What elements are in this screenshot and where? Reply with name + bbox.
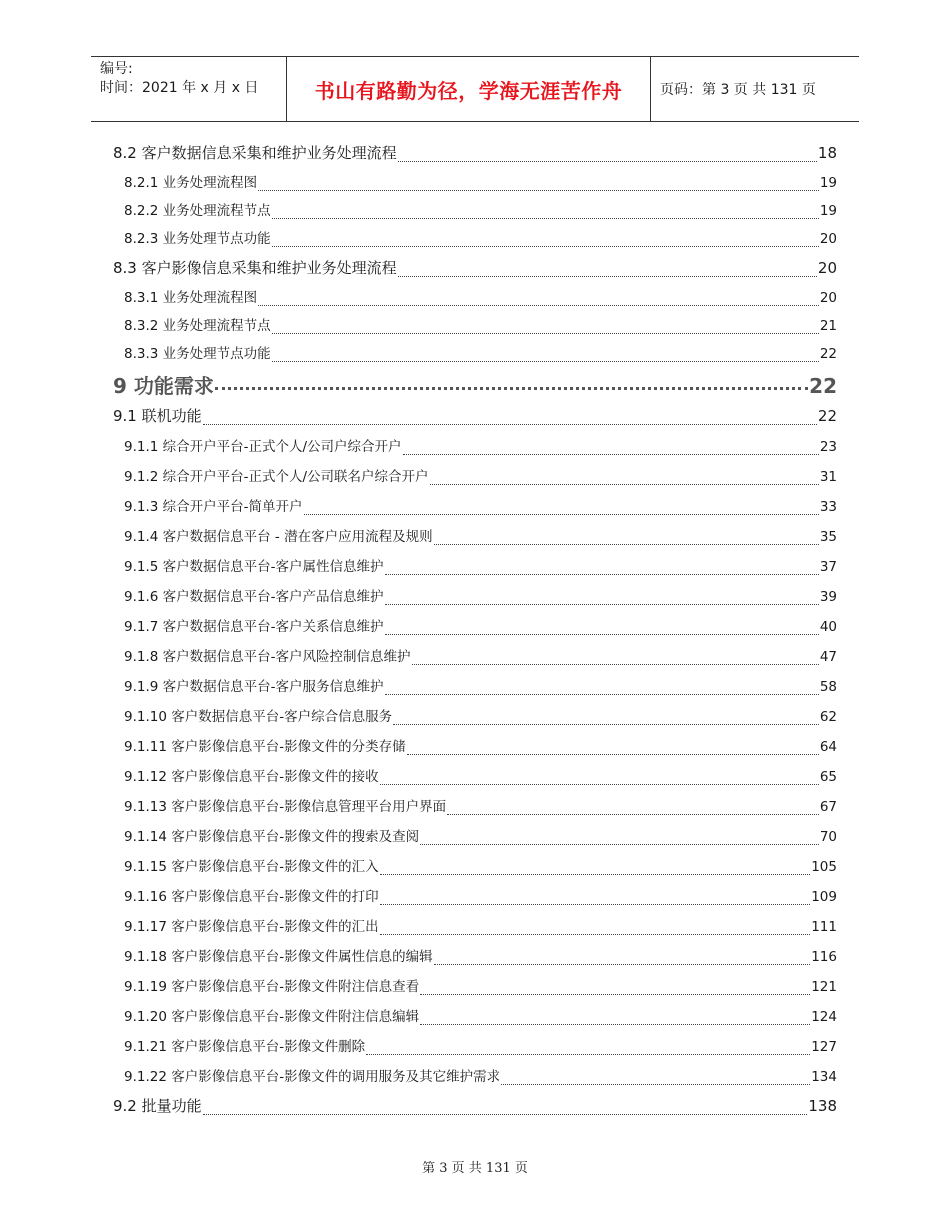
- toc-entry-page-number: 67: [819, 799, 837, 815]
- toc-dot-leader: [434, 544, 819, 545]
- toc-entry-title: 8.2.3 业务处理节点功能: [124, 231, 271, 247]
- toc-entry[interactable]: [124, 495, 837, 521]
- toc-entry[interactable]: [124, 585, 837, 611]
- toc-entry-title: 9.1.8 客户数据信息平台-客户风险控制信息维护: [124, 649, 411, 665]
- toc-dot-leader: [385, 694, 819, 695]
- toc-dot-leader: [420, 844, 819, 845]
- toc-entry[interactable]: [124, 1035, 837, 1061]
- toc-dot-leader: [203, 424, 817, 425]
- toc-entry-title: 9 功能需求: [113, 374, 214, 398]
- toc-entry-title: 8.2 客户数据信息采集和维护业务处理流程: [113, 144, 397, 162]
- toc-entry[interactable]: [124, 705, 837, 731]
- toc-dot-leader: [380, 904, 811, 905]
- toc-dot-leader: [434, 964, 811, 965]
- toc-dot-leader: [447, 814, 819, 815]
- toc-entry[interactable]: [113, 370, 837, 396]
- toc-entry-title: 9.1.10 客户数据信息平台-客户综合信息服务: [124, 709, 393, 725]
- toc-entry-page-number: 20: [817, 259, 837, 277]
- toc-entry-title: 9.1.5 客户数据信息平台-客户属性信息维护: [124, 559, 384, 575]
- toc-entry[interactable]: [124, 975, 837, 1001]
- toc-entry-page-number: 18: [817, 144, 837, 162]
- toc-entry-title: 8.3 客户影像信息采集和维护业务处理流程: [113, 259, 397, 277]
- toc-entry[interactable]: [124, 286, 837, 312]
- toc-entry-page-number: 19: [819, 175, 837, 191]
- toc-entry-title: 8.2.2 业务处理流程节点: [124, 203, 271, 219]
- toc-entry-page-number: 109: [811, 889, 837, 905]
- motto: 书山有路勤为径，学海无涯苦作舟: [314, 78, 623, 103]
- toc-entry-title: 9.1.18 客户影像信息平台-影像文件属性信息的编辑: [124, 949, 433, 965]
- toc-entry[interactable]: [113, 257, 837, 283]
- toc-entry-title: 9.1 联机功能: [113, 407, 202, 425]
- toc-dot-leader: [203, 1114, 808, 1115]
- toc-entry-title: 9.1.11 客户影像信息平台-影像文件的分类存储: [124, 739, 406, 755]
- toc-entry[interactable]: [124, 435, 837, 461]
- toc-entry-page-number: 20: [819, 231, 837, 247]
- toc-entry-page-number: 116: [811, 949, 837, 965]
- toc-entry-page-number: 23: [819, 439, 837, 455]
- toc-entry-page-number: 40: [819, 619, 837, 635]
- toc-entry[interactable]: [124, 1005, 837, 1031]
- toc-dot-leader: [420, 1024, 810, 1025]
- toc-dot-leader: [380, 784, 819, 785]
- page-footer: 第 3 页 共 131 页: [422, 1161, 528, 1176]
- toc-dot-leader: [215, 387, 808, 390]
- toc-entry-page-number: 111: [811, 919, 837, 935]
- toc-entry-page-number: 19: [819, 203, 837, 219]
- toc-entry-title: 8.2.1 业务处理流程图: [124, 175, 258, 191]
- toc-dot-leader: [272, 361, 819, 362]
- toc-entry-title: 9.1.4 客户数据信息平台 - 潜在客户应用流程及规则: [124, 529, 433, 545]
- toc-entry-page-number: 20: [819, 290, 837, 306]
- toc-dot-leader: [430, 484, 819, 485]
- toc-entry-page-number: 105: [811, 859, 837, 875]
- toc-entry-page-number: 22: [817, 407, 837, 425]
- toc-entry-title: 9.1.15 客户影像信息平台-影像文件的汇入: [124, 859, 379, 875]
- toc-entry-title: 9.1.12 客户影像信息平台-影像文件的接收: [124, 769, 379, 785]
- toc-entry-title: 8.3.3 业务处理节点功能: [124, 346, 271, 362]
- toc-entry-title: 9.1.20 客户影像信息平台-影像文件附注信息编辑: [124, 1009, 420, 1025]
- toc-entry-page-number: 37: [819, 559, 837, 575]
- toc-entry[interactable]: [124, 314, 837, 340]
- toc-dot-leader: [398, 276, 817, 277]
- toc-entry[interactable]: [124, 171, 837, 197]
- toc-entry[interactable]: [124, 199, 837, 225]
- toc-entry-title: 9.1.1 综合开户平台-正式个人/公司户综合开户: [124, 439, 402, 455]
- toc-dot-leader: [501, 1084, 810, 1085]
- toc-entry-page-number: 22: [819, 346, 837, 362]
- toc-entry-page-number: 70: [819, 829, 837, 845]
- toc-entry[interactable]: [124, 525, 837, 551]
- toc-entry-title: 9.1.13 客户影像信息平台-影像信息管理平台用户界面: [124, 799, 447, 815]
- toc-dot-leader: [385, 634, 819, 635]
- toc-entry[interactable]: [124, 885, 837, 911]
- toc-entry-title: 9.1.22 客户影像信息平台-影像文件的调用服务及其它维护需求: [124, 1069, 501, 1085]
- toc-entry[interactable]: [124, 765, 837, 791]
- toc-entry[interactable]: [124, 825, 837, 851]
- toc-entry-title: 9.1.17 客户影像信息平台-影像文件的汇出: [124, 919, 379, 935]
- toc-entry-page-number: 124: [811, 1009, 837, 1025]
- toc-entry[interactable]: [113, 142, 837, 168]
- toc-entry-page-number: 127: [811, 1039, 837, 1055]
- toc-entry-title: 9.2 批量功能: [113, 1097, 202, 1115]
- toc-dot-leader: [385, 574, 819, 575]
- toc-entry-page-number: 47: [819, 649, 837, 665]
- toc-dot-leader: [272, 246, 819, 247]
- toc-entry-title: 9.1.7 客户数据信息平台-客户关系信息维护: [124, 619, 384, 635]
- toc-entry[interactable]: [124, 227, 837, 253]
- toc-entry[interactable]: [124, 1065, 837, 1091]
- toc-entry[interactable]: [124, 855, 837, 881]
- toc-entry-page-number: 31: [819, 469, 837, 485]
- toc-dot-leader: [366, 1054, 810, 1055]
- toc-entry-title: 9.1.3 综合开户平台-简单开户: [124, 499, 303, 515]
- header-motto-cell: [287, 57, 651, 121]
- toc-entry-page-number: 39: [819, 589, 837, 605]
- toc-dot-leader: [272, 218, 819, 219]
- toc-dot-leader: [272, 333, 819, 334]
- toc-entry[interactable]: [124, 555, 837, 581]
- toc-dot-leader: [403, 454, 819, 455]
- toc-entry[interactable]: [124, 735, 837, 761]
- toc-entry-page-number: 64: [819, 739, 837, 755]
- toc-entry-page-number: 22: [809, 374, 837, 398]
- toc-entry-title: 9.1.9 客户数据信息平台-客户服务信息维护: [124, 679, 384, 695]
- toc-dot-leader: [258, 190, 819, 191]
- toc-dot-leader: [420, 994, 810, 995]
- header-meta: [91, 57, 287, 121]
- toc-entry-page-number: 138: [808, 1097, 837, 1115]
- header-page-info-cell: [651, 57, 859, 121]
- toc-entry[interactable]: [124, 645, 837, 671]
- toc-entry-title: 9.1.2 综合开户平台-正式个人/公司联名户综合开户: [124, 469, 429, 485]
- toc-entry-title: 9.1.19 客户影像信息平台-影像文件附注信息查看: [124, 979, 420, 995]
- toc-entry[interactable]: [124, 915, 837, 941]
- toc-entry-page-number: 21: [819, 318, 837, 334]
- toc-dot-leader: [407, 754, 819, 755]
- toc-entry-title: 9.1.16 客户影像信息平台-影像文件的打印: [124, 889, 379, 905]
- toc-entry-page-number: 121: [811, 979, 837, 995]
- toc-dot-leader: [258, 305, 819, 306]
- toc-entry[interactable]: [124, 615, 837, 641]
- time-label: 时间：2021 年 x 月 x 日: [100, 80, 259, 96]
- toc-entry-page-number: 62: [819, 709, 837, 725]
- toc-dot-leader: [304, 514, 819, 515]
- page-header: [91, 56, 859, 122]
- number-label: 编号:: [100, 61, 133, 77]
- toc-entry[interactable]: [113, 1095, 837, 1121]
- toc-entry[interactable]: [124, 342, 837, 368]
- toc-dot-leader: [380, 874, 811, 875]
- toc-entry-page-number: 134: [811, 1069, 837, 1085]
- toc-dot-leader: [380, 934, 811, 935]
- toc-entry-title: 8.3.1 业务处理流程图: [124, 290, 258, 306]
- toc-dot-leader: [398, 161, 817, 162]
- toc-entry[interactable]: [124, 945, 837, 971]
- toc-entry-title: 9.1.14 客户影像信息平台-影像文件的搜索及查阅: [124, 829, 420, 845]
- toc-entry[interactable]: [124, 675, 837, 701]
- page-info: 页码：第 3 页 共 131 页: [660, 82, 816, 98]
- toc-dot-leader: [393, 724, 819, 725]
- toc-entry-title: 8.3.2 业务处理流程节点: [124, 318, 271, 334]
- toc-entry-title: 9.1.6 客户数据信息平台-客户产品信息维护: [124, 589, 384, 605]
- toc-dot-leader: [385, 604, 819, 605]
- toc-entry-title: 9.1.21 客户影像信息平台-影像文件删除: [124, 1039, 366, 1055]
- toc-entry[interactable]: [124, 465, 837, 491]
- toc-entry-page-number: 58: [819, 679, 837, 695]
- toc-entry-page-number: 35: [819, 529, 837, 545]
- toc-dot-leader: [412, 664, 819, 665]
- toc-entry-page-number: 33: [819, 499, 837, 515]
- toc-entry[interactable]: [113, 405, 837, 431]
- toc-entry[interactable]: [124, 795, 837, 821]
- toc-entry-page-number: 65: [819, 769, 837, 785]
